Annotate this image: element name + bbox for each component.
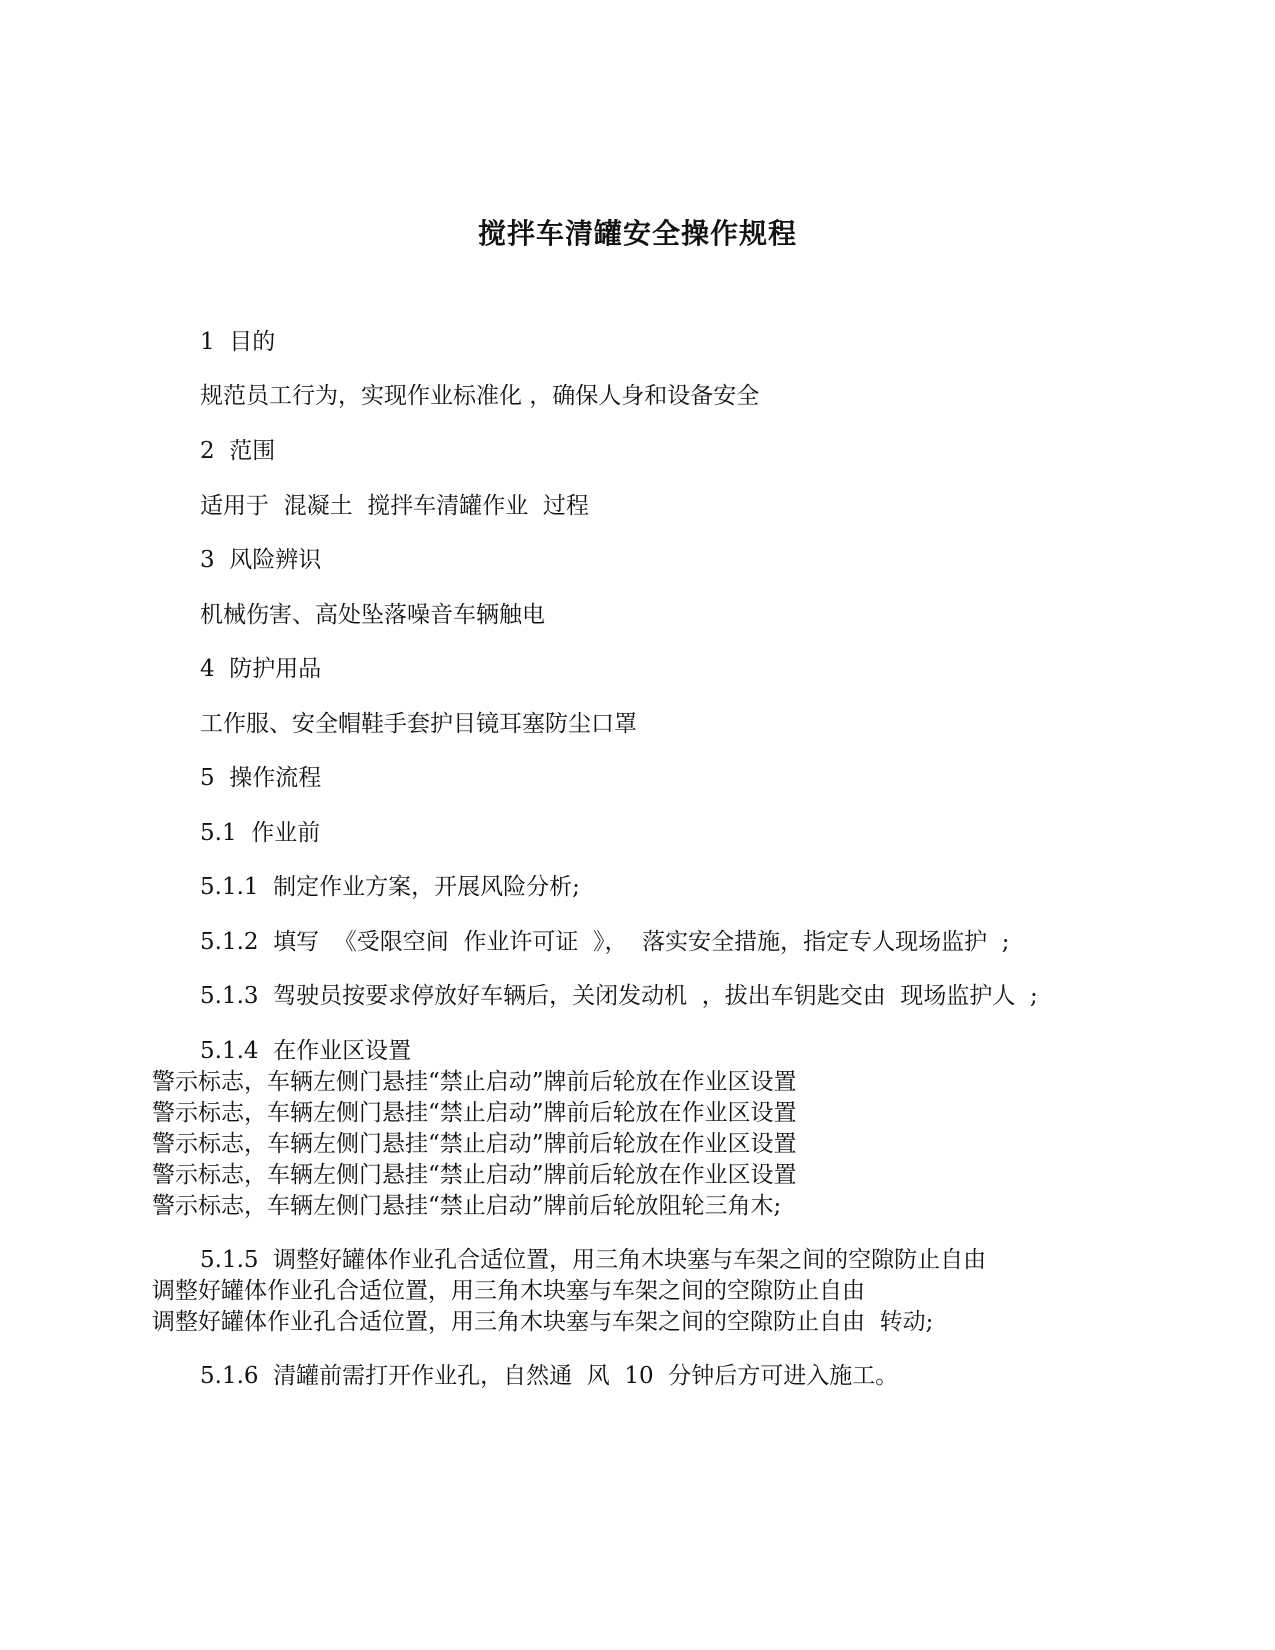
section-heading-protection: 4 防护用品 — [200, 656, 322, 682]
sub-heading-before-work: 5.1 作业前 — [200, 820, 321, 846]
section-heading-risk: 3 风险辨识 — [200, 547, 322, 573]
section-heading-scope: 2 范围 — [200, 438, 276, 464]
section-text-purpose: 规范员工行为，实现作业标准化 ，确保人身和设备安全 — [200, 383, 760, 409]
item-5-1-4-line: 警示标志，车辆左侧门悬挂“禁止启动”牌前后轮放在作业区设置 — [152, 1069, 797, 1095]
item-5-1-3: 5.1.3 驾驶员按要求停放好车辆后，关闭发动机 ，拔出车钥匙交由 现场监护人 ; — [200, 983, 1038, 1009]
section-heading-procedure: 5 操作流程 — [200, 765, 322, 791]
section-text-protection: 工作服、安全帽鞋手套护目镜耳塞防尘口罩 — [200, 711, 637, 737]
item-5-1-4-line: 警示标志，车辆左侧门悬挂“禁止启动”牌前后轮放阻轮三角木; — [152, 1193, 782, 1219]
item-5-1-4-line: 警示标志，车辆左侧门悬挂“禁止启动”牌前后轮放在作业区设置 — [152, 1100, 797, 1126]
item-5-1-5-line: 调整好罐体作业孔合适位置，用三角木块塞与车架之间的空隙防止自由 转动; — [152, 1309, 934, 1335]
item-5-1-5-line: 调整好罐体作业孔合适位置，用三角木块塞与车架之间的空隙防止自由 — [152, 1278, 865, 1304]
item-5-1-4-line: 警示标志，车辆左侧门悬挂“禁止启动”牌前后轮放在作业区设置 — [152, 1131, 797, 1157]
item-5-1-2: 5.1.2 填写 《受限空间 作业许可证 》， 落实安全措施，指定专人现场监护 ; — [200, 929, 1010, 955]
document-title: 搅拌车清罐安全操作规程 — [477, 217, 797, 250]
item-5-1-5: 5.1.5 调整好罐体作业孔合适位置，用三角木块塞与车架之间的空隙防止自由 — [200, 1247, 987, 1273]
section-text-scope: 适用于 混凝土 搅拌车清罐作业 过程 — [200, 493, 589, 519]
item-5-1-4: 5.1.4 在作业区设置 — [200, 1038, 412, 1064]
section-heading-purpose: 1 目的 — [200, 329, 276, 355]
item-5-1-4-line: 警示标志，车辆左侧门悬挂“禁止启动”牌前后轮放在作业区设置 — [152, 1162, 797, 1188]
section-text-risk: 机械伤害、高处坠落噪音车辆触电 — [200, 602, 545, 628]
item-5-1-1: 5.1.1 制定作业方案，开展风险分析; — [200, 874, 580, 900]
item-5-1-6: 5.1.6 清罐前需打开作业孔，自然通 风 10 分钟后方可进入施工。 — [200, 1363, 899, 1389]
